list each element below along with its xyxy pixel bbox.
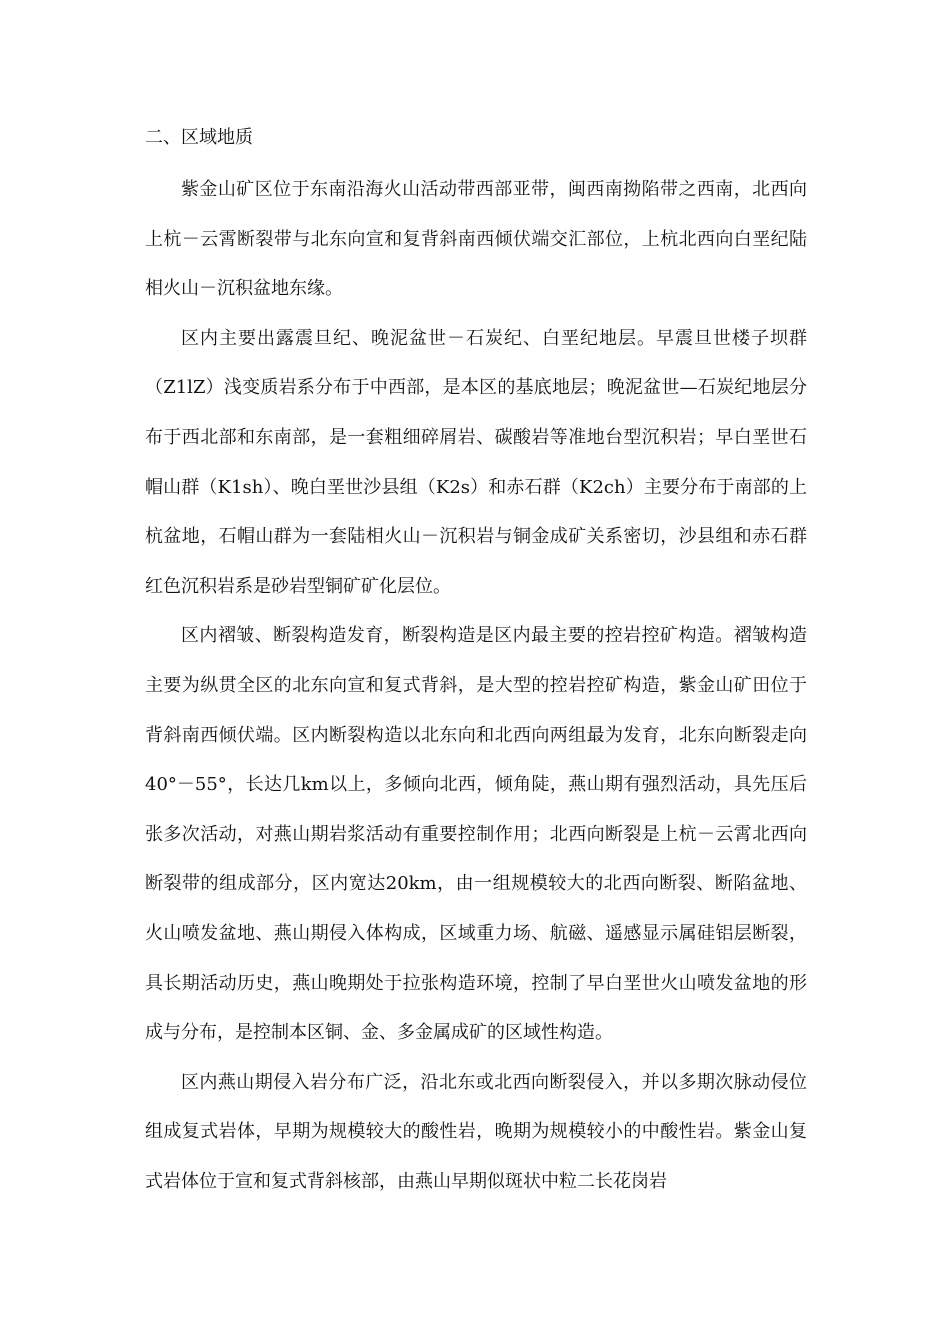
paragraph-strata: 区内主要出露震旦纪、晚泥盆世－石炭纪、白垩纪地层。早震旦世楼子坝群（Z1lZ）浅变质岩系分布于中西部，是本区的基底地层；晚泥盆世—石炭纪地层分布于西北部和东南部，是一套粗细碎屑岩、碳酸岩等准地台型沉积岩；早白垩世石帽山群（K1sh）、晚白垩世沙县组（K2s）和赤石群（K2ch）主要分布于南部的上杭盆地，石帽山群为一套陆相火山－沉积岩与铜金成矿关系密切，沙县组和赤石群红色沉积岩系是砂岩型铜矿矿化层位。 [145,327,807,597]
paragraph-intrusions: 区内燕山期侵入岩分布广泛，沿北东或北西向断裂侵入，并以多期次脉动侵位组成复式岩体，早期为规模较大的酸性岩，晚期为规模较小的中酸性岩。紫金山复式岩体位于宣和复式背斜核部，由燕山早期似斑状中粒二长花岗岩 [145,1071,807,1192]
document-body [145,122,807,1206]
paragraph-regional-setting: 紫金山矿区位于东南沿海火山活动带西部亚带，闽西南拗陷带之西南，北西向上杭－云霄断裂带与北东向宣和复背斜南西倾伏端交汇部位，上杭北西向白垩纪陆相火山－沉积盆地东缘。 [145,179,807,300]
paragraph-structures: 区内褶皱、断裂构造发育，断裂构造是区内最主要的控岩控矿构造。褶皱构造主要为纵贯全区的北东向宣和复式背斜，是大型的控岩控矿构造，紫金山矿田位于背斜南西倾伏端。区内断裂构造以北东向和北西向两组最为发育，北东向断裂走向40°－55°，长达几km以上，多倾向北西，倾角陡，燕山期有强烈活动，具先压后张多次活动，对燕山期岩浆活动有重要控制作用；北西向断裂是上杭－云霄北西向断裂带的组成部分，区内宽达20km，由一组规模较大的北西向断裂、断陷盆地、火山喷发盆地、燕山期侵入体构成，区域重力场、航磁、遥感显示属硅铝层断裂，具长期活动历史，燕山晚期处于拉张构造环境，控制了早白垩世火山喷发盆地的形成与分布，是控制本区铜、金、多金属成矿的区域性构造。 [145,625,807,1044]
section-heading: 二、区域地质 [145,127,253,148]
